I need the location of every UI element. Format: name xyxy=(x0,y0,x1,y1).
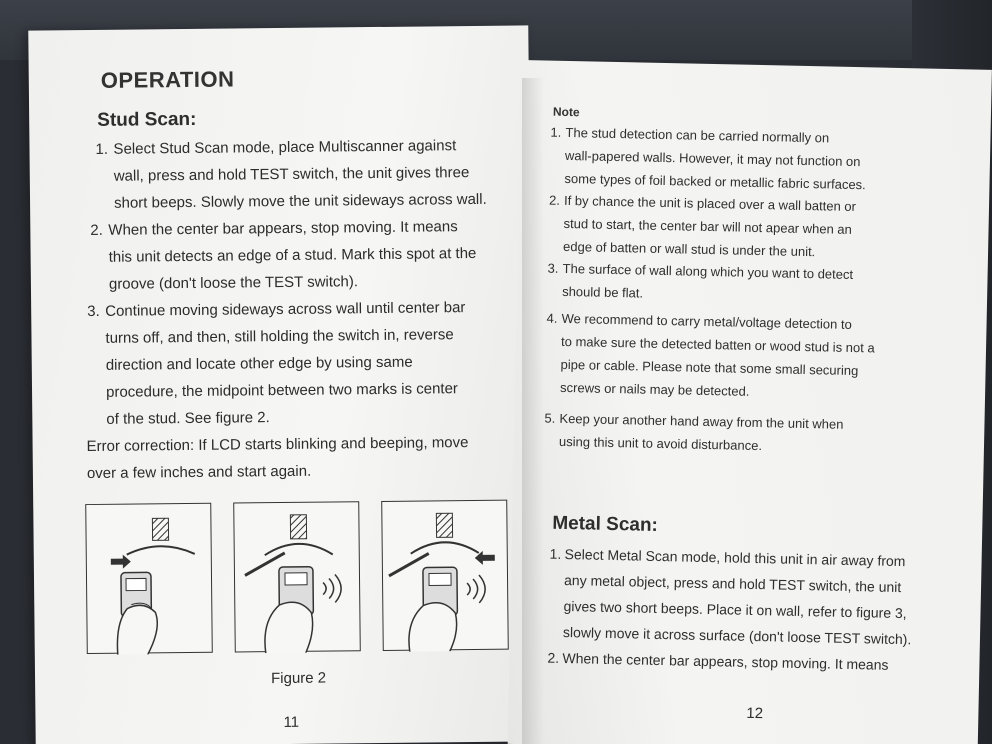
step-number: 2. xyxy=(547,649,560,666)
step-line: Select Metal Scan mode, hold this unit in air away from xyxy=(564,546,906,570)
error-line: over a few inches and start again. xyxy=(86,462,312,483)
note-line: edge of batten or wall stud is under the unit. xyxy=(562,238,816,260)
stud-step-3 xyxy=(87,294,516,433)
note-line: wall-papered walls. However, it may not function on xyxy=(564,147,861,170)
note-1 xyxy=(549,121,950,198)
left-page xyxy=(28,25,535,744)
note-line: screws or nails may be detected. xyxy=(559,379,750,399)
step-line: groove (don't loose the TEST switch). xyxy=(108,273,359,293)
hand-scanner-pencil-arrow-left-illustration xyxy=(382,501,510,652)
error-line: Error correction: If LCD starts blinking and beeping, move xyxy=(86,434,469,456)
step-line: short beeps. Slowly move the unit sideways across wall. xyxy=(113,190,487,212)
step-number: 2. xyxy=(90,221,103,239)
hand-scanner-pencil-mark-illustration xyxy=(234,502,362,653)
note-line: The stud detection can be carried normally on xyxy=(565,124,830,146)
stud-step-1 xyxy=(95,132,516,217)
step-number: 1. xyxy=(549,545,562,562)
stud-scan-title: Stud Scan: xyxy=(97,108,197,131)
stud-step-2 xyxy=(90,213,519,298)
note-line: should be flat. xyxy=(562,283,644,301)
page-number-left: 11 xyxy=(283,713,300,732)
note-3 xyxy=(547,257,948,311)
note-line: If by chance the unit is placed over a wall batten or xyxy=(563,192,857,215)
note-number: 5. xyxy=(544,410,556,426)
note-label: Note xyxy=(552,104,580,120)
step-number: 3. xyxy=(87,302,100,321)
note-2 xyxy=(548,189,949,266)
hand-scanner-arrow-right-illustration xyxy=(86,504,214,655)
metal-scan-title: Metal Scan: xyxy=(552,512,659,536)
step-line: wall, press and hold TEST switch, the unit gives three xyxy=(113,164,470,185)
step-line: this unit detects an edge of a stud. Mark this spot at the xyxy=(108,244,477,266)
page-number-right: 12 xyxy=(746,704,764,723)
step-line: Continue moving sideways across wall until center bar xyxy=(105,299,466,320)
note-line: stud to start, the center bar will not apear when an xyxy=(563,215,853,237)
step-line: Select Stud Scan mode, place Multiscanner against xyxy=(113,137,457,158)
figure-panel-1 xyxy=(85,503,213,654)
note-5 xyxy=(544,407,945,461)
step-line: turns off, and then, still holding the switch in, reverse xyxy=(105,326,454,347)
note-number: 4. xyxy=(546,310,558,326)
figure-panel-3 xyxy=(381,500,509,651)
note-line: pipe or cable. Please note that some small securing xyxy=(560,356,859,379)
figure-panel-2 xyxy=(233,501,361,652)
note-line: using this unit to avoid disturbance. xyxy=(558,433,763,454)
note-line: to make sure the detected batten or wood stud is not a xyxy=(560,333,875,356)
step-line: of the stud. See figure 2. xyxy=(106,409,270,428)
note-number: 3. xyxy=(547,260,559,276)
error-correction xyxy=(86,428,527,487)
note-number: 2. xyxy=(548,192,561,208)
right-page xyxy=(508,60,992,744)
step-line: gives two short beeps. Place it on wall, refer to figure 3, xyxy=(563,597,907,622)
step-line: direction and locate other edge by using same xyxy=(105,353,413,374)
note-line: some types of foil backed or metallic fabric surfaces. xyxy=(564,170,866,193)
step-line: slowly move it across surface (don't loose TEST switch). xyxy=(562,623,912,648)
step-line: any metal object, press and hold TEST switch, the unit xyxy=(563,571,902,596)
note-4 xyxy=(545,307,947,407)
page-heading: OPERATION xyxy=(100,66,235,93)
step-line: When the center bar appears, stop moving. It means xyxy=(108,218,458,239)
note-line: The surface of wall along which you want to detect xyxy=(562,260,854,282)
step-line: When the center bar appears, stop moving. It means xyxy=(562,649,889,673)
note-number: 1. xyxy=(550,124,562,140)
step-line: procedure, the midpoint between two marks is center xyxy=(105,380,458,401)
step-number: 1. xyxy=(95,140,109,158)
figure-caption: Figure 2 xyxy=(270,669,327,688)
metal-step-1 xyxy=(548,541,970,654)
note-line: We recommend to carry metal/voltage detection to xyxy=(561,310,852,332)
note-line: Keep your another hand away from the unit when xyxy=(559,410,844,432)
